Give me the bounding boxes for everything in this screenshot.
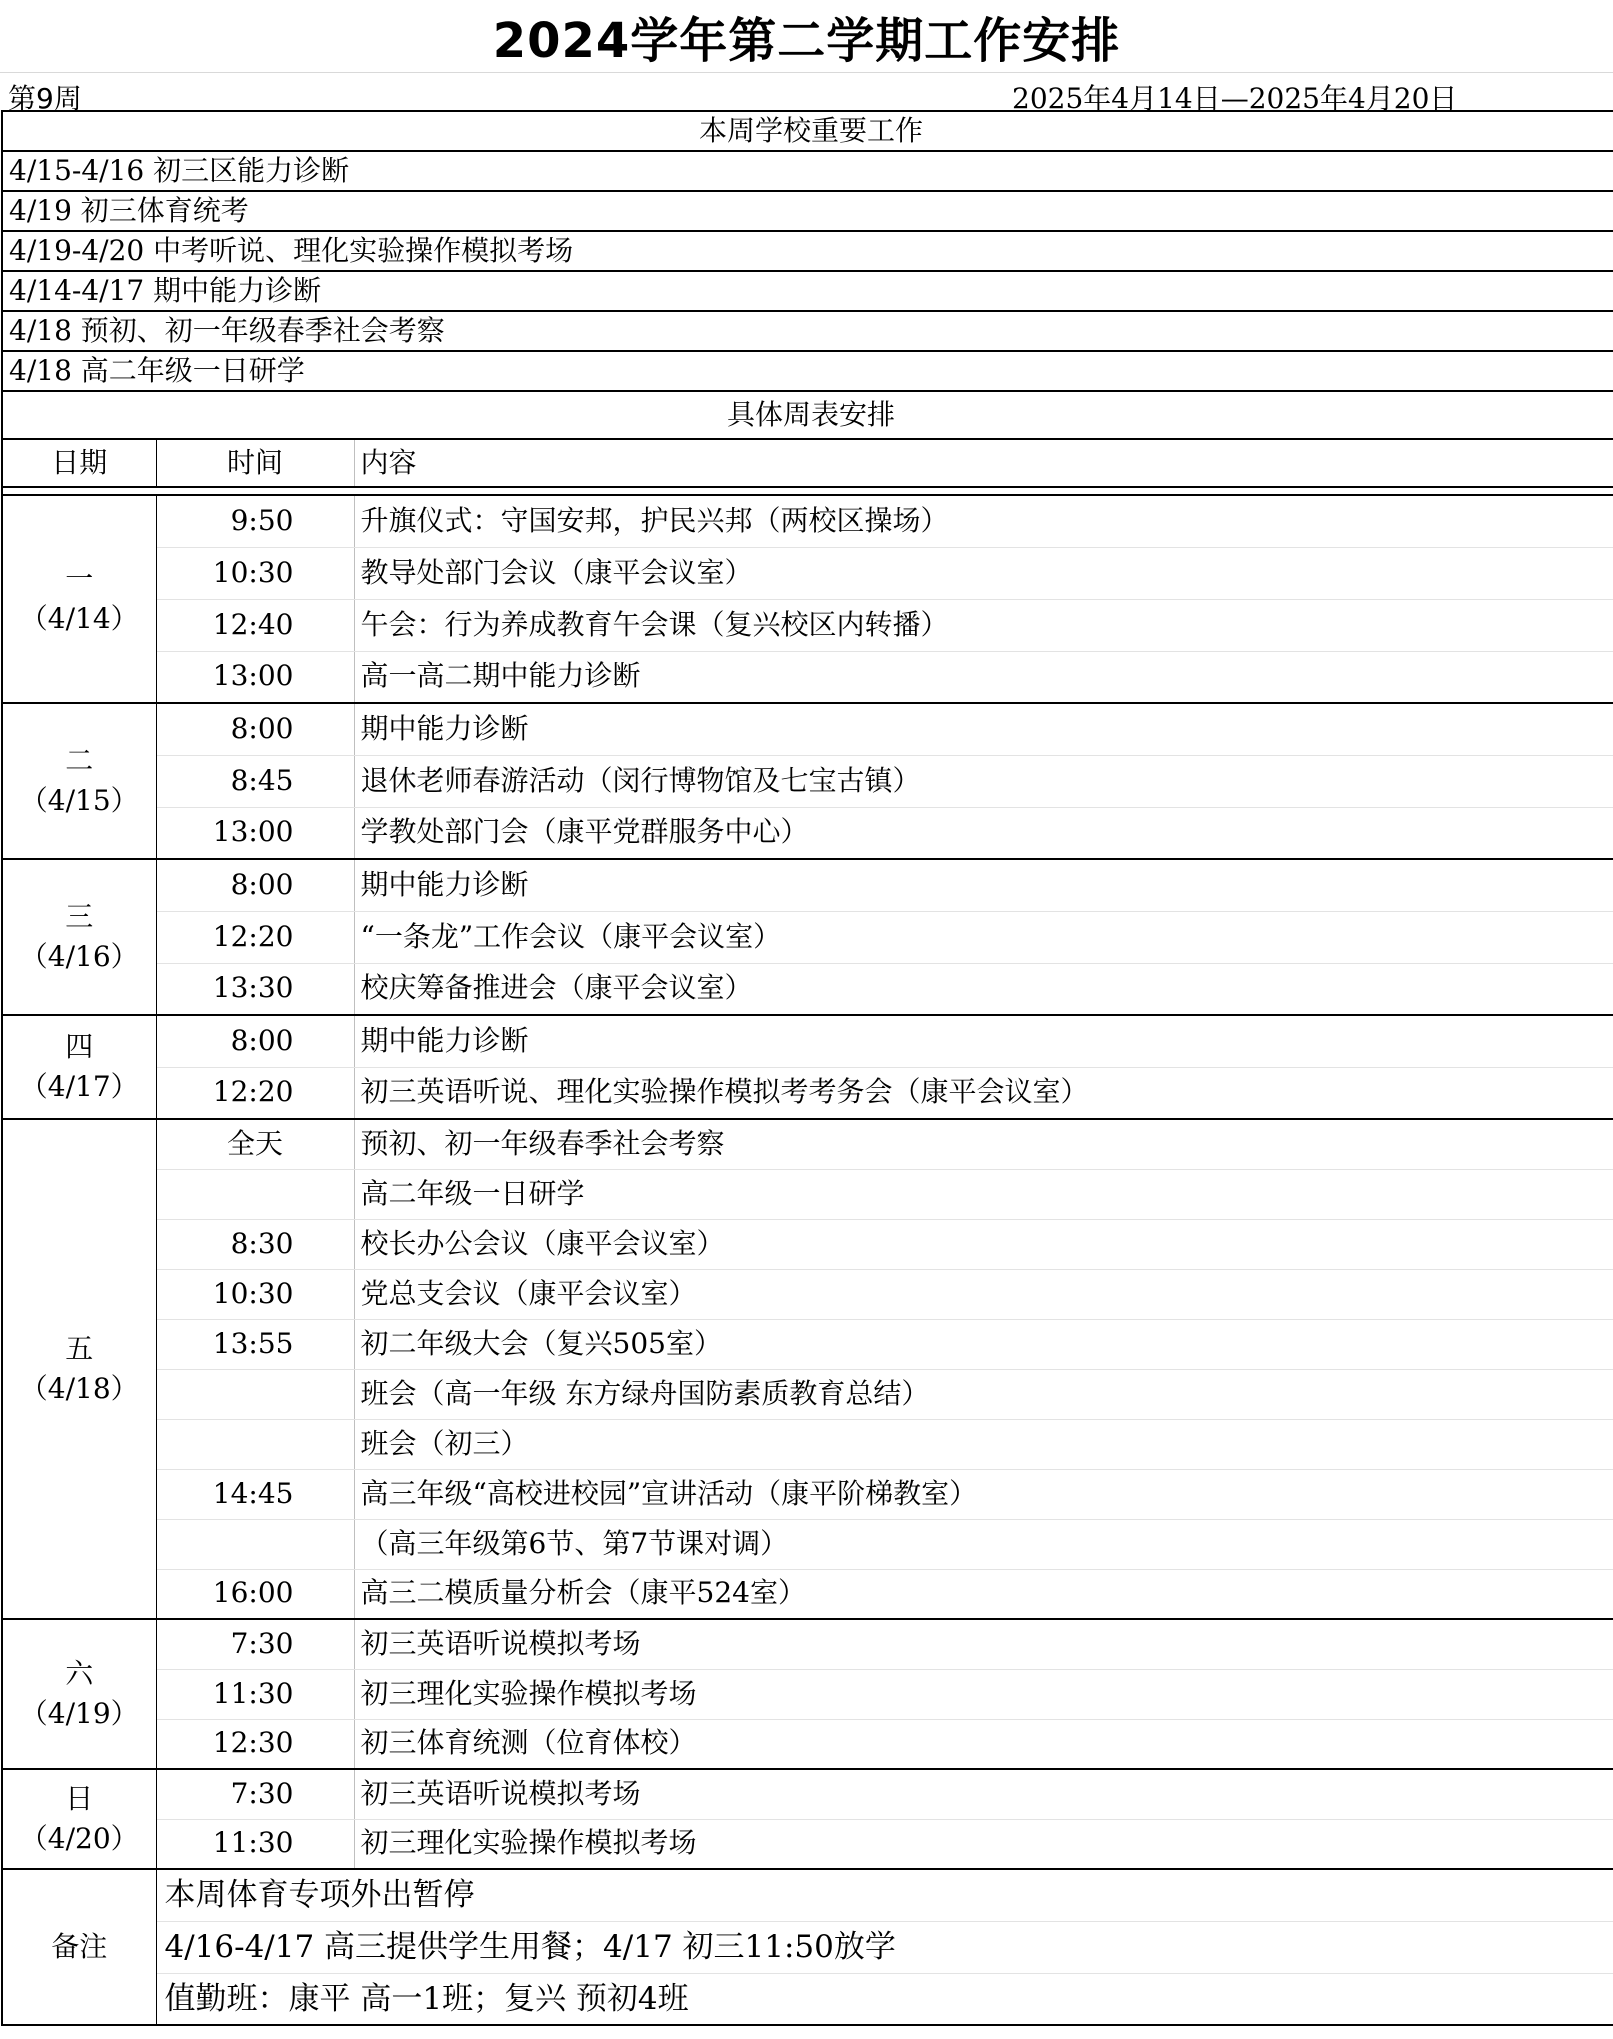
content-cell: 初三英语听说模拟考场 [354,1769,1613,1819]
schedule-row [2,1769,1613,1819]
note-row [2,1869,1613,1921]
time-cell: 16:00 [156,1569,354,1619]
day-cell [2,703,156,859]
schedule-row [2,703,1613,755]
day-cell [2,495,156,703]
schedule-row [2,1719,1613,1769]
time-cell: 8:00 [156,703,354,755]
important-item: 4/14-4/17 期中能力诊断 [2,271,1613,311]
schedule-row [2,1169,1613,1219]
time-cell: 12:20 [156,1067,354,1119]
schedule-heading: 具体周表安排 [2,391,1613,439]
content-cell: 期中能力诊断 [354,859,1613,911]
time-cell: 12:20 [156,911,354,963]
content-cell: 班会（高一年级 东方绿舟国防素质教育总结） [354,1369,1613,1419]
important-item-row [2,231,1613,271]
schedule-row [2,1469,1613,1519]
content-cell: 高三年级“高校进校园”宣讲活动（康平阶梯教室） [354,1469,1613,1519]
schedule-row [2,1219,1613,1269]
important-heading: 本周学校重要工作 [2,111,1613,151]
content-cell: 初三英语听说模拟考场 [354,1619,1613,1669]
day-cell [2,1119,156,1619]
time-cell: 全天 [156,1119,354,1169]
content-cell: 学教处部门会（康平党群服务中心） [354,807,1613,859]
content-cell: 党总支会议（康平会议室） [354,1269,1613,1319]
time-cell: 12:30 [156,1719,354,1769]
day-cell [2,1015,156,1119]
time-cell: 14:45 [156,1469,354,1519]
content-cell: 校长办公会议（康平会议室） [354,1219,1613,1269]
important-item-row [2,191,1613,231]
column-header-content: 内容 [354,439,1613,487]
schedule-row [2,1669,1613,1719]
time-cell: 13:30 [156,963,354,1015]
day-name: 五 [65,1332,94,1365]
page-title: 2024学年第二学期工作安排 [492,12,1121,69]
day-cell [2,1769,156,1869]
content-cell: “一条龙”工作会议（康平会议室） [354,911,1613,963]
content-cell: 教导处部门会议（康平会议室） [354,547,1613,599]
note-row [2,1921,1613,1973]
day-date: （4/18） [19,1372,139,1405]
note-row [2,1973,1613,2025]
content-cell: 初三体育统测（位育体校） [354,1719,1613,1769]
content-cell: 午会：行为养成教育午会课（复兴校区内转播） [354,599,1613,651]
content-cell: 初三理化实验操作模拟考场 [354,1819,1613,1869]
content-cell: 预初、初一年级春季社会考察 [354,1119,1613,1169]
schedule-row [2,651,1613,703]
content-cell: 校庆筹备推进会（康平会议室） [354,963,1613,1015]
note-line: 本周体育专项外出暂停 [156,1869,1613,1921]
day-name: 二 [65,744,94,777]
day-date: （4/14） [19,602,139,635]
time-cell: 7:30 [156,1619,354,1669]
important-item-row [2,271,1613,311]
note-line: 4/16-4/17 高三提供学生用餐；4/17 初三11:50放学 [156,1921,1613,1973]
time-cell: 8:30 [156,1219,354,1269]
schedule-row [2,1119,1613,1169]
time-cell: 13:00 [156,651,354,703]
schedule-row [2,1419,1613,1469]
schedule-row [2,547,1613,599]
important-item-row [2,311,1613,351]
content-cell: 初三理化实验操作模拟考场 [354,1669,1613,1719]
schedule-row [2,807,1613,859]
schedule-table [1,110,1613,2026]
day-date: （4/15） [19,784,139,817]
day-cell [2,859,156,1015]
schedule-row [2,1569,1613,1619]
schedule-row [2,1819,1613,1869]
important-item: 4/19 初三体育统考 [2,191,1613,231]
content-cell: 初二年级大会（复兴505室） [354,1319,1613,1369]
time-cell: 10:30 [156,547,354,599]
important-item-row [2,351,1613,391]
column-header-time: 时间 [156,439,354,487]
time-cell: 8:45 [156,755,354,807]
day-name: 一 [65,562,94,595]
schedule-row [2,1269,1613,1319]
time-cell: 10:30 [156,1269,354,1319]
time-cell [156,1169,354,1219]
column-header-row [2,439,1613,487]
schedule-row [2,1067,1613,1119]
content-cell: 期中能力诊断 [354,1015,1613,1067]
content-cell: 升旗仪式：守国安邦，护民兴邦（两校区操场） [354,495,1613,547]
schedule-row [2,1519,1613,1569]
spacer-row [2,487,1613,495]
content-cell: 退休老师春游活动（闵行博物馆及七宝古镇） [354,755,1613,807]
day-cell [2,1619,156,1769]
time-cell: 11:30 [156,1669,354,1719]
time-cell: 8:00 [156,859,354,911]
time-cell [156,1519,354,1569]
schedule-row [2,1369,1613,1419]
schedule-row [2,1319,1613,1369]
important-item: 4/18 高二年级一日研学 [2,351,1613,391]
time-cell: 8:00 [156,1015,354,1067]
schedule-row [2,963,1613,1015]
schedule-row [2,1015,1613,1067]
week-label: 第9周 [8,82,82,115]
content-cell: 初三英语听说、理化实验操作模拟考考务会（康平会议室） [354,1067,1613,1119]
day-name: 日 [65,1782,94,1815]
important-item-row [2,151,1613,191]
day-name: 六 [65,1657,94,1690]
notes-label: 备注 [2,1869,156,2025]
time-cell: 11:30 [156,1819,354,1869]
time-cell: 13:00 [156,807,354,859]
content-cell: 期中能力诊断 [354,703,1613,755]
schedule-row [2,859,1613,911]
column-header-date: 日期 [2,439,156,487]
subheader [0,72,1613,115]
date-range: 2025年4月14日—2025年4月20日 [1012,82,1458,115]
time-cell: 9:50 [156,495,354,547]
schedule-row [2,599,1613,651]
content-cell: 高二年级一日研学 [354,1169,1613,1219]
day-date: （4/17） [19,1070,139,1103]
day-date: （4/16） [19,940,139,973]
content-cell: （高三年级第6节、第7节课对调） [354,1519,1613,1569]
schedule-heading-row [2,391,1613,439]
schedule-row [2,495,1613,547]
time-cell: 13:55 [156,1319,354,1369]
day-name: 三 [65,900,94,933]
content-cell: 班会（初三） [354,1419,1613,1469]
time-cell: 7:30 [156,1769,354,1819]
schedule-row [2,911,1613,963]
important-item: 4/15-4/16 初三区能力诊断 [2,151,1613,191]
important-item: 4/19-4/20 中考听说、理化实验操作模拟考场 [2,231,1613,271]
content-cell: 高三二模质量分析会（康平524室） [354,1569,1613,1619]
note-line: 值勤班：康平 高一1班；复兴 预初4班 [156,1973,1613,2025]
time-cell: 12:40 [156,599,354,651]
important-heading-row [2,111,1613,151]
day-date: （4/19） [19,1697,139,1730]
day-name: 四 [65,1030,94,1063]
day-date: （4/20） [19,1822,139,1855]
schedule-row [2,755,1613,807]
time-cell [156,1369,354,1419]
time-cell [156,1419,354,1469]
content-cell: 高一高二期中能力诊断 [354,651,1613,703]
important-item: 4/18 预初、初一年级春季社会考察 [2,311,1613,351]
schedule-row [2,1619,1613,1669]
